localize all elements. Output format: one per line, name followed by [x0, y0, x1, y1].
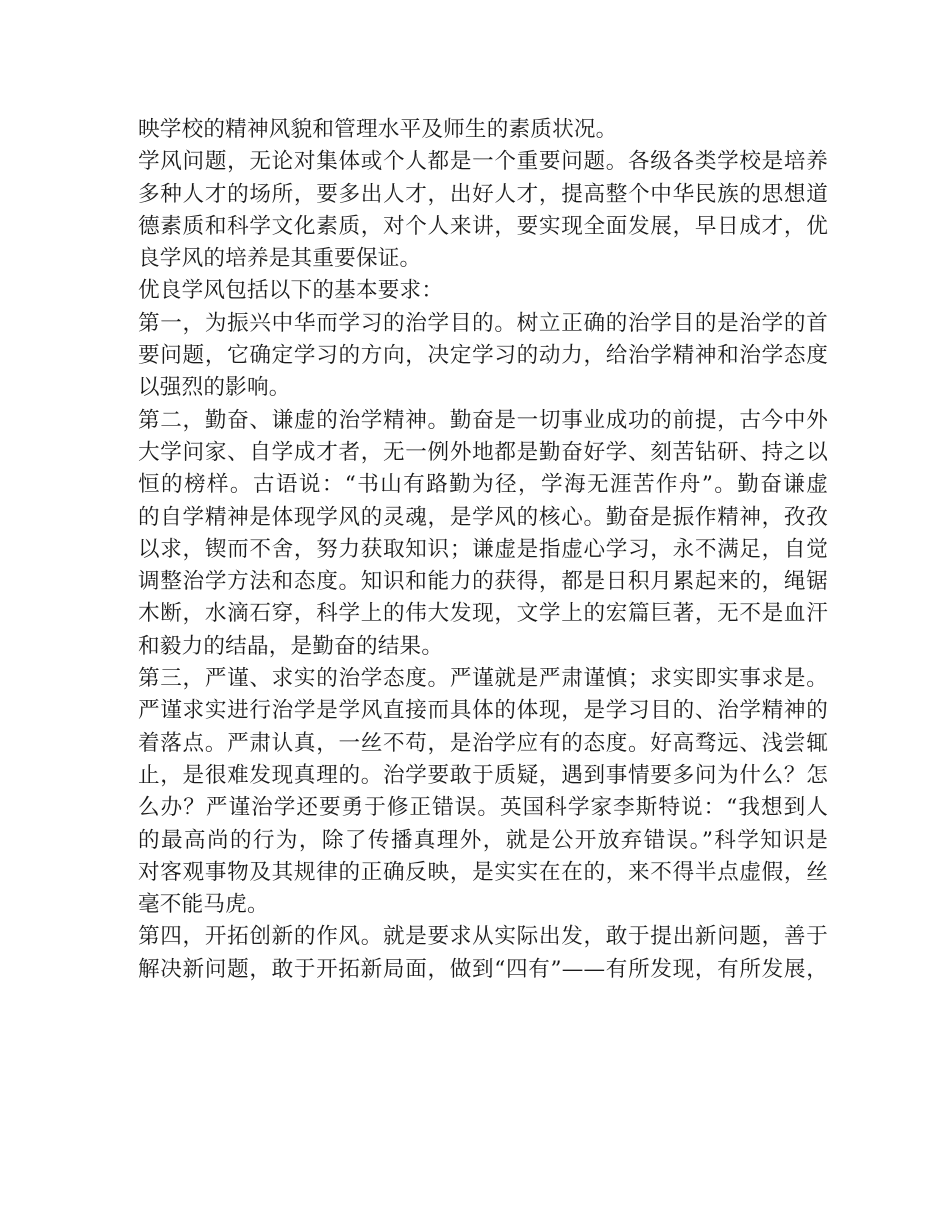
- text-line: 良学风的培养是其重要保证。: [138, 246, 422, 272]
- text-line: 映学校的精神风貌和管理水平及师生的素质状况。: [138, 117, 618, 142]
- text-line: 止，是很难发现真理的。治学要敢于质疑，遇到事情要多问为什么？怎: [138, 762, 828, 788]
- text-line: 调整治学方法和态度。知识和能力的获得，都是日积月累起来的，绳锯: [138, 569, 828, 595]
- text-line: 木断，水滴石穿，科学上的伟大发现，文学上的宏篇巨著，无不是血汗: [138, 601, 828, 627]
- text-line: 的自学精神是体现学风的灵魂，是学风的核心。勤奋是振作精神，孜孜: [138, 504, 828, 530]
- text-line: 恒的榜样。古语说：“书山有路勤为径，学海无涯苦作舟”。勤奋谦虚: [138, 472, 828, 498]
- text-line: 对客观事物及其规律的正确反映，是实实在在的，来不得半点虚假，丝: [138, 859, 828, 885]
- text-line: 德素质和科学文化素质，对个人来讲，要实现全面发展，早日成才，优: [138, 213, 828, 239]
- text-line: 第四，开拓创新的作风。就是要求从实际出发，敢于提出新问题，善于: [138, 924, 828, 950]
- text-line: 以求，锲而不舍，努力获取知识；谦虚是指虚心学习，永不满足，自觉: [138, 536, 828, 562]
- text-line: 优良学风包括以下的基本要求：: [138, 278, 444, 304]
- text-line: 第一，为振兴中华而学习的治学目的。树立正确的治学目的是治学的首: [138, 310, 828, 336]
- text-line: 毫不能马虎。: [138, 892, 269, 918]
- text-line: 么办？严谨治学还要勇于修正错误。英国科学家李斯特说：“我想到人: [138, 795, 828, 821]
- text-line: 解决新问题，敢于开拓新局面，做到“四有”——有所发现，有所发展，: [138, 956, 828, 982]
- text-line: 要问题，它确定学习的方向，决定学习的动力，给治学精神和治学态度: [138, 343, 828, 369]
- text-line: 着落点。严肃认真，一丝不苟，是治学应有的态度。好高骛远、浅尝辄: [138, 730, 828, 756]
- text-line: 大学问家、自学成才者，无一例外地都是勤奋好学、刻苦钻研、持之以: [138, 439, 828, 465]
- text-line: 以强烈的影响。: [138, 375, 291, 401]
- text-line: 和毅力的结晶，是勤奋的结果。: [138, 633, 444, 659]
- text-line: 的最高尚的行为，除了传播真理外，就是公开放弃错误。”科学知识是: [138, 827, 828, 853]
- text-line: 第二，勤奋、谦虚的治学精神。勤奋是一切事业成功的前提，古今中外: [138, 407, 828, 433]
- document-body: [138, 114, 828, 986]
- text-line: 第三，严谨、求实的治学态度。严谨就是严肃谨慎；求实即实事求是。: [138, 666, 828, 692]
- text-line: 多种人才的场所，要多出人才，出好人才，提高整个中华民族的思想道: [138, 181, 828, 207]
- text-line: 学风问题，无论对集体或个人都是一个重要问题。各级各类学校是培养: [138, 149, 828, 175]
- text-line: 严谨求实进行治学是学风直接而具体的体现，是学习目的、治学精神的: [138, 698, 828, 724]
